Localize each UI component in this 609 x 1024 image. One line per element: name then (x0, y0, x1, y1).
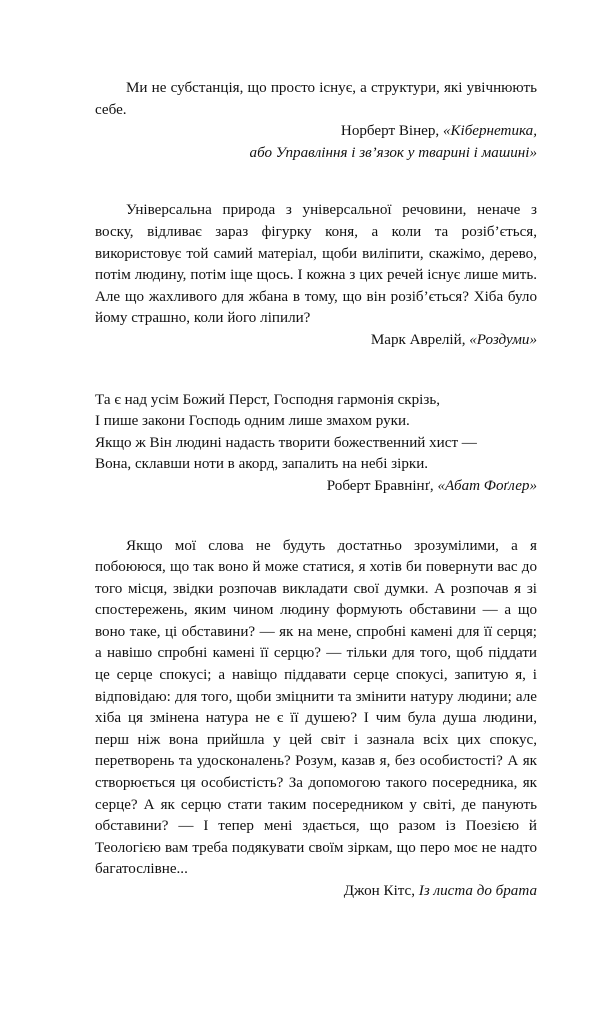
attribution-work: «Абат Фоґлер» (437, 477, 537, 494)
attribution-work: «Роздуми» (469, 331, 537, 348)
quote-attribution (95, 121, 537, 164)
verse-line: І пише закони Господь одним лише змахом руки. (95, 413, 410, 430)
attribution-author: Джон Кітс, (343, 883, 419, 899)
quote-attribution (95, 881, 537, 903)
quote-text: Універсальна природа з універсальної речовини, неначе з воску, відливає зараз фігурку коня, а коли та розіб’ється, використовує той самий матеріал, щоби виліпити, скажімо, дерево, потім людину, потім іще щось. І кожна з цих речей існує лише мить. Але що жахливого для жбана в тому, що він розіб’ється? Хіба було йому страшно, коли його ліпили? (95, 202, 537, 327)
attribution-work-continued: або Управління і зв’язок у тварині і машині» (249, 144, 537, 161)
attribution-work: Із листа до брата (418, 883, 537, 899)
epigraph-wiener (95, 78, 537, 164)
epigraph-browning (95, 390, 537, 498)
attribution-work: «Кібернетика, (442, 123, 537, 140)
epigraph-marcus-aurelius (95, 200, 537, 351)
attribution-author: Роберт Бравнінґ, (326, 477, 438, 494)
quote-attribution (95, 476, 537, 498)
quote-text: Ми не субстанція, що просто існує, а структури, які увічнюють себе. (95, 80, 537, 118)
quote-text: Якщо мої слова не будуть достатньо зрозумілими, а я побоююся, що так воно й може статися, я хотів би повернути вас до того місця, звідки розпочав викладати свої думки. А розпочав я зі спостережень, яким чином людину формують обставини — а що воно таке, ці обставини? — як на мене, спробні камені для її серця; а навішо спробні камені її серцю? — тільки для того, щоб піддати це серце спокусі; а навіщо піддавати серце спокусі, запитую я, і відповідаю: для того, щоби зміцнити та змінити натуру людини; але хіба ця змінена натура не є її душею? І чим була душа людини, перш ніж вона прийшла у цей світ і зазнала всіх цих спокус, перетворень та удосконалень? Розум, казав я, без особистості? А як створюється ця особистість? За допомогою такого посередника, як серце? А як серцю стати таким посередником у світі, де панують обставини? — І тепер мені здається, що разом із Поезією й Теологією вам треба подякувати своїм зіркам, що перо моє не надто багатослівне... (95, 537, 537, 878)
verse-line: Вона, склавши ноти в акорд, запалить на небі зірки. (95, 456, 429, 473)
verse-line: Та є над усім Божий Перст, Господня гармонія скрізь, (95, 391, 440, 408)
verse-text (95, 390, 537, 476)
epigraph-keats (95, 536, 537, 903)
attribution-author: Марк Аврелій, (370, 331, 470, 348)
verse-line: Якщо ж Він людині надасть творити божественний хист — (95, 434, 477, 451)
attribution-author: Норберт Вінер, (340, 123, 443, 140)
quote-attribution (95, 330, 537, 352)
